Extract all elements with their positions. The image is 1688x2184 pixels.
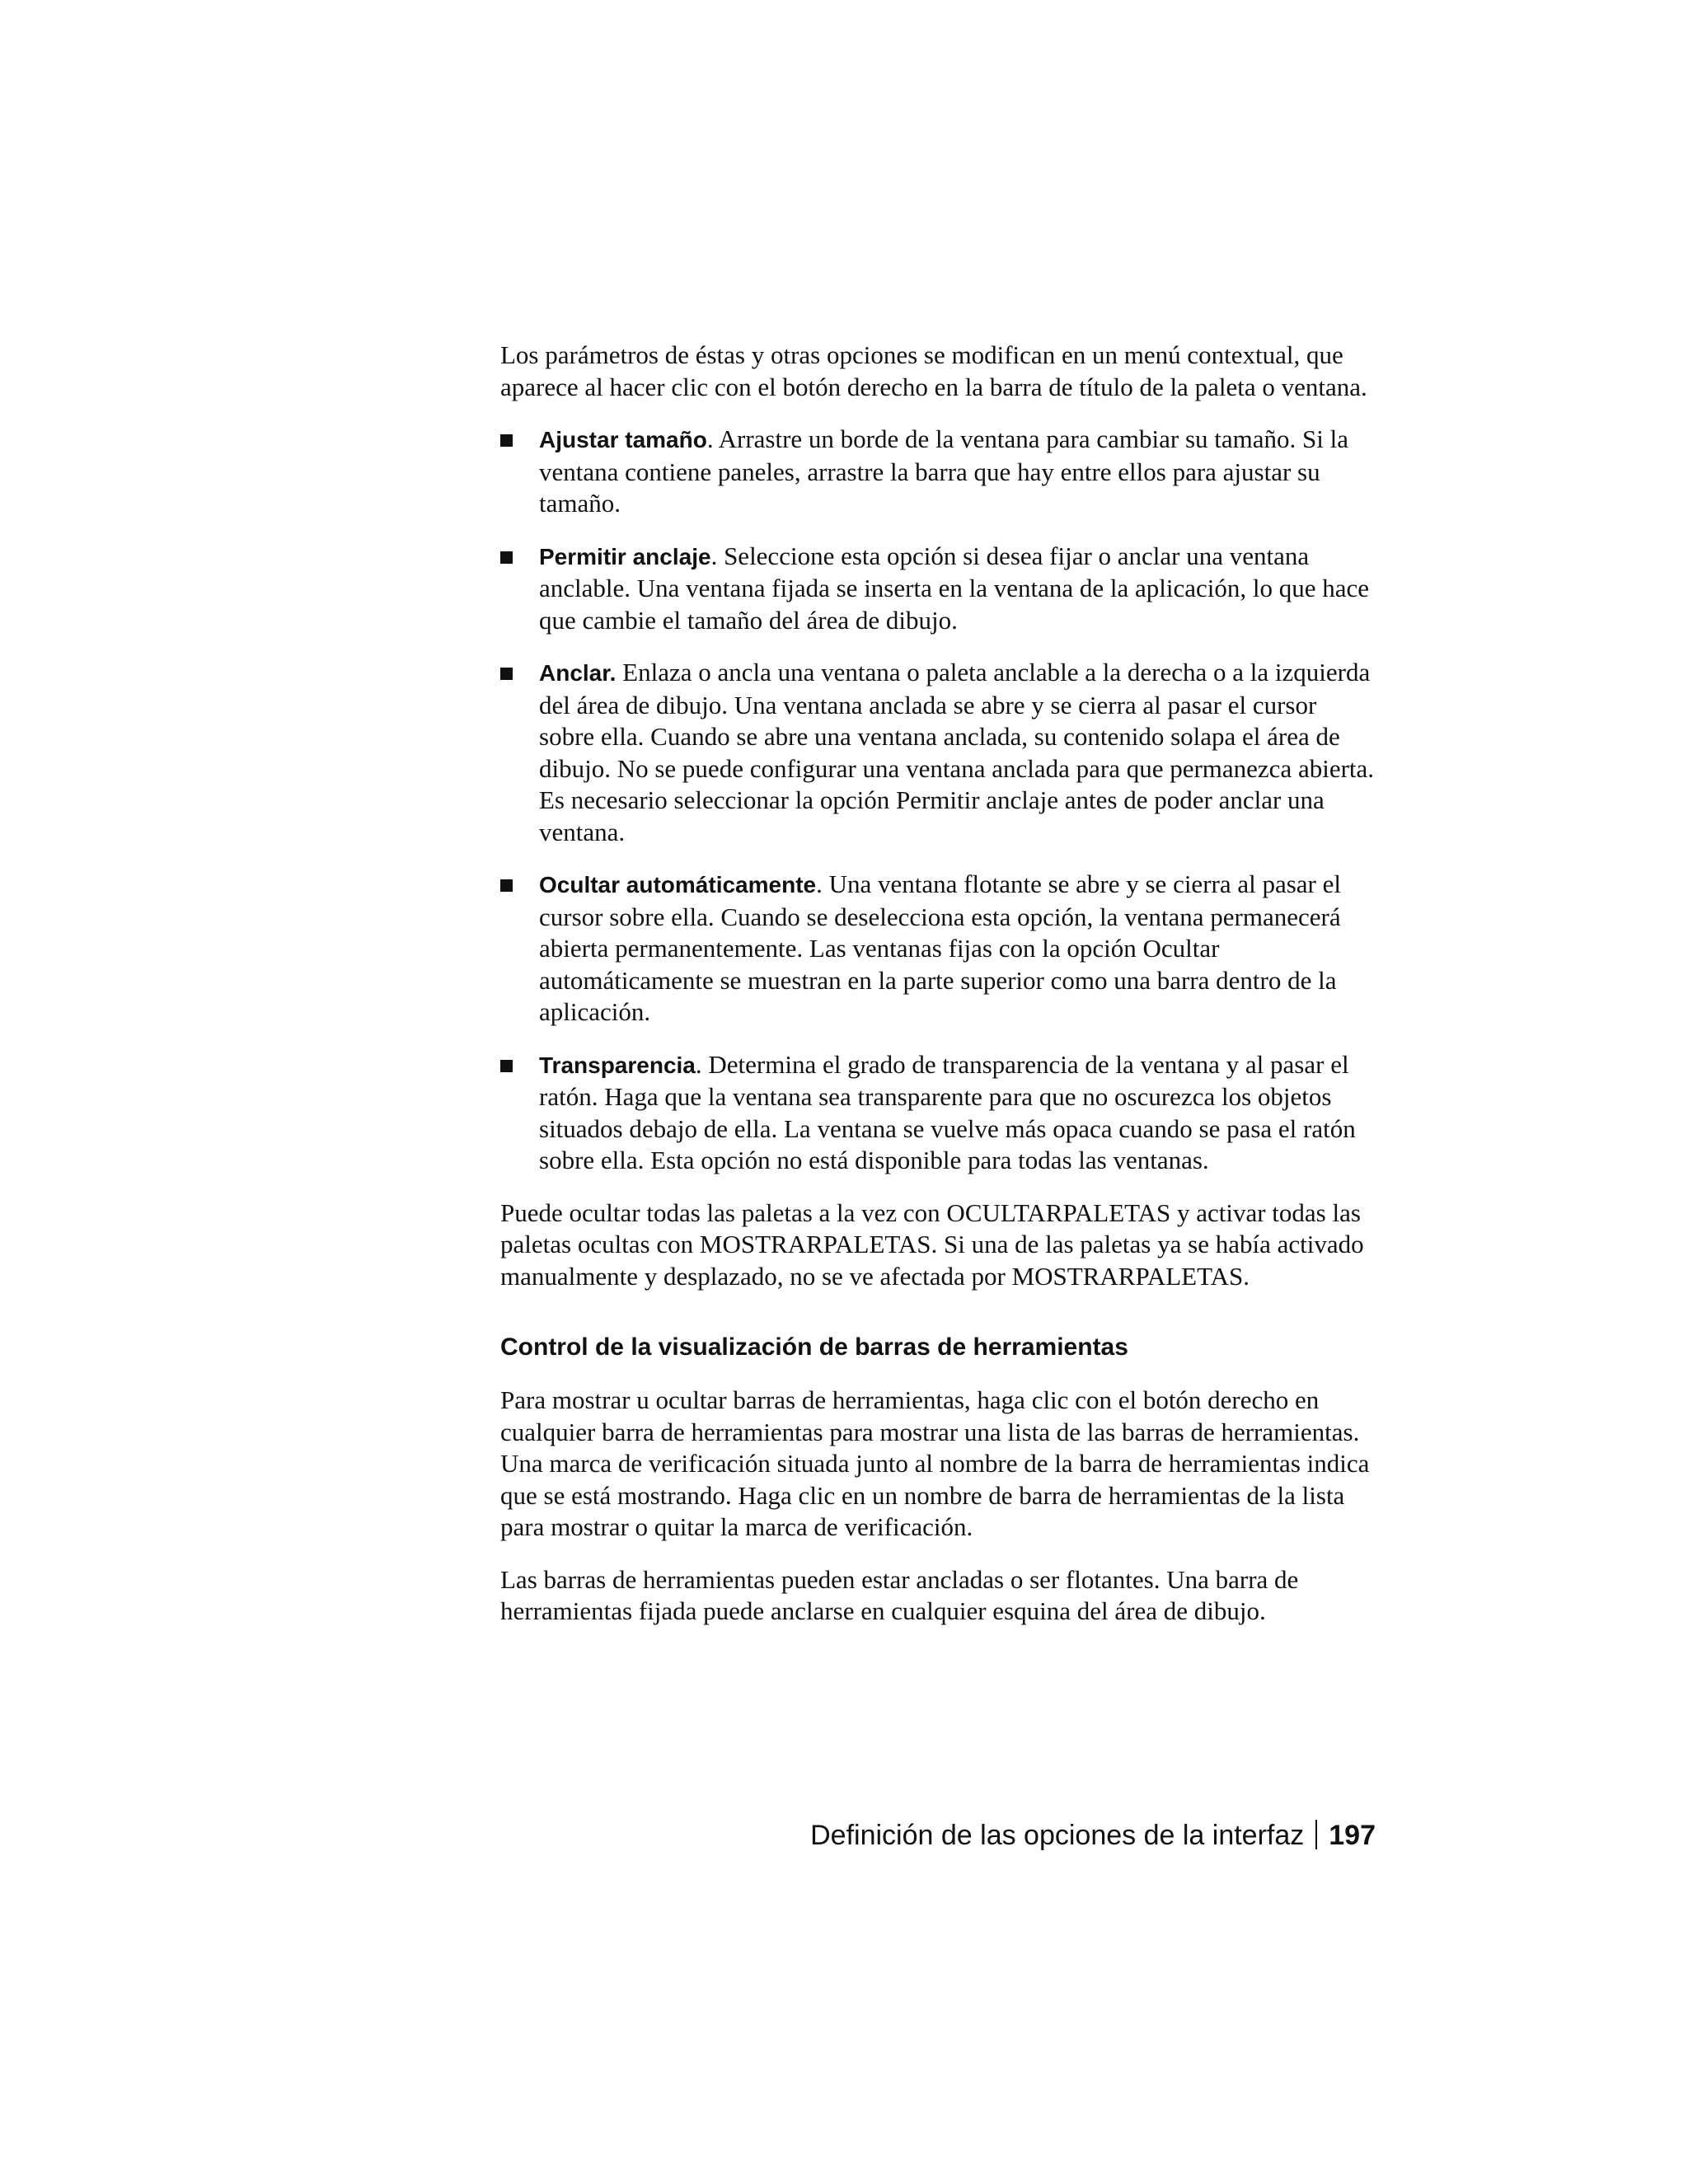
intro-paragraph: Los parámetros de éstas y otras opciones se modifican en un menú contextual, que aparece al hacer clic con el botón derecho en la barra de título de la paleta o ventana. <box>500 340 1367 401</box>
footer-chapter-title: Definición de las opciones de la interfaz <box>810 1820 1305 1851</box>
option-description: . Determina el grado de transparencia de la ventana y al pasar el ratón. Haga que la ventana sea transparente para que no oscurezca los objetos situados debajo de ella. La ventana se vuelve más opaca cuando se pasa el ratón sobre ella. Esta opción no está disponible para todas las ventanas. <box>539 1049 1356 1174</box>
option-description: . Arrastre un borde de la ventana para cambiar su tamaño. Si la ventana contiene paneles, arrastre la barra que hay entre ellos para ajustar su tamaño. <box>539 424 1348 518</box>
page-footer <box>810 1817 1376 1854</box>
list-item-transparencia <box>500 1049 1376 1177</box>
option-term: Ajustar tamaño <box>539 427 707 452</box>
option-term: Ocultar automáticamente <box>539 872 817 898</box>
list-item-permitir-anclaje <box>500 541 1376 637</box>
toolbars-paragraph: Para mostrar u ocultar barras de herramientas, haga clic con el botón derecho en cualquier barra de herramientas para mostrar una lista de las barras de herramientas. Una marca de verificación situada junto al nombre de la barra de herramientas indica que se está mostrando. Haga clic en un nombre de barra de herramientas de la lista para mostrar o quitar la marca de verificación. <box>500 1385 1370 1541</box>
toolbars-docking-paragraph: Las barras de herramientas pueden estar ancladas o ser flotantes. Una barra de herramientas fijada puede anclarse en cualquier esquina del área de dibujo. <box>500 1564 1299 1625</box>
options-list <box>500 424 1376 1177</box>
page-content <box>500 340 1376 1648</box>
footer-divider <box>1315 1820 1317 1849</box>
list-item-anclar <box>500 657 1376 848</box>
section-heading: Control de la visualización de barras de herramientas <box>500 1333 1128 1361</box>
square-bullet-icon <box>500 668 513 680</box>
option-description: Enlaza o ancla una ventana o paleta anclable a la derecha o a la izquierda del área de dibujo. Una ventana anclada se abre y se cierra al pasar el cursor sobre ella. Cuando se abre una ventana anclada, su contenido solapa el área de dibujo. No se puede configurar una ventana anclada para que permanezca abierta. Es necesario seleccionar la opción Permitir anclaje antes de poder anclar una ventana. <box>539 658 1375 846</box>
square-bullet-icon <box>500 1060 513 1072</box>
square-bullet-icon <box>500 879 513 892</box>
list-item-ocultar-automaticamente <box>500 869 1376 1029</box>
option-term: Transparencia <box>539 1052 696 1078</box>
option-description: . Una ventana flotante se abre y se cierra al pasar el cursor sobre ella. Cuando se deselecciona esta opción, la ventana permanecerá abierta permanentemente. Las ventanas fijas con la opción Ocultar automáticamente se muestran en la parte superior como una barra dentro de la aplicación. <box>539 869 1342 1026</box>
square-bullet-icon <box>500 551 513 564</box>
palettes-paragraph: Puede ocultar todas las paletas a la vez con OCULTARPALETAS y activar todas las paletas ocultas con MOSTRARPALETAS. Si una de las paletas ya se había activado manualmente y desplazado, no se ve afectada por MOSTRARPALETAS. <box>500 1197 1364 1291</box>
page-number: 197 <box>1329 1820 1376 1851</box>
option-term: Permitir anclaje <box>539 543 711 569</box>
list-item-ajustar-tamano <box>500 424 1376 520</box>
option-description: . Seleccione esta opción si desea fijar o anclar una ventana anclable. Una ventana fijada se inserta en la ventana de la aplicación, lo que hace que cambie el tamaño del área de dibujo. <box>539 541 1370 635</box>
square-bullet-icon <box>500 434 513 447</box>
option-term: Anclar. <box>539 660 617 686</box>
